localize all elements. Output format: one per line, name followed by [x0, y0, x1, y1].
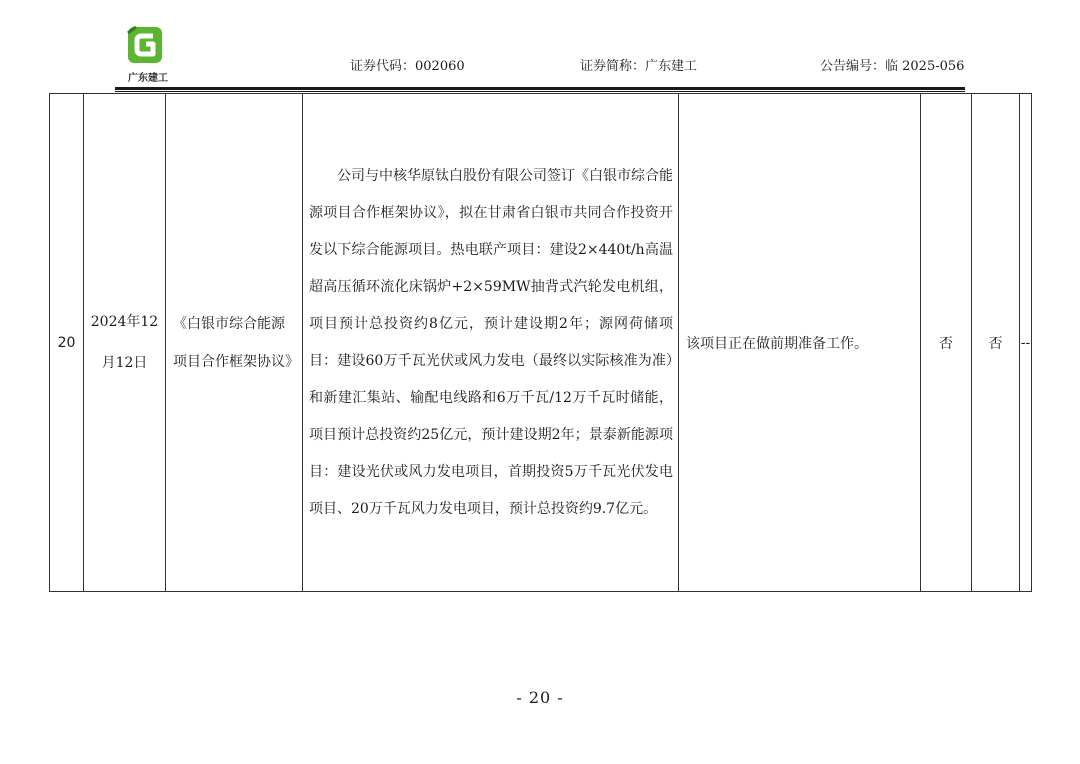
column-seven-value: 否 — [972, 94, 1020, 592]
company-logo-icon — [126, 25, 164, 65]
agreement-name: 《白银市综合能源项目合作框架协议》 — [166, 94, 303, 592]
company-logo — [118, 25, 170, 83]
page-number: - 20 - — [516, 688, 564, 707]
column-six-value: 否 — [921, 94, 972, 592]
agreement-content: 公司与中核华原钛白股份有限公司签订《白银市综合能源项目合作框架协议》，拟在甘肃省白银市共同合作投资开发以下综合能源项目。热电联产项目：建设2×440t/h高温超高压循环流化床锅炉+2×59MW抽背式汽轮发电机组，项目预计总投资约8亿元，预计建设期2年；源网荷储项目：建设60万千瓦光伏或风力发电（最终以实际核准为准）和新建汇集站、输配电线路和6万千瓦/12万千瓦时储能，项目预计总投资约25亿元，预计建设期2年；景泰新能源项目：建设光伏或风力发电项目，首期投资5万千瓦光伏发电项目、20万千瓦风力发电项目，预计总投资约9.7亿元。 — [303, 94, 679, 592]
column-eight-value: -- — [1020, 94, 1032, 592]
header-rule-thin — [115, 91, 965, 92]
announcement-number: 公告编号：临 2025-056 — [820, 59, 965, 74]
company-logo-text: 广东建工 — [128, 73, 168, 84]
progress-status: 该项目正在做前期准备工作。 — [679, 94, 921, 592]
disclosure-table — [49, 93, 1032, 592]
row-index: 20 — [50, 94, 84, 592]
header-rule-thick — [115, 87, 965, 90]
table-row — [50, 94, 1032, 592]
signing-date: 2024年12月12日 — [84, 94, 166, 592]
stock-abbreviation: 证券简称：广东建工 — [580, 59, 698, 74]
stock-code: 证券代码：002060 — [350, 59, 465, 74]
